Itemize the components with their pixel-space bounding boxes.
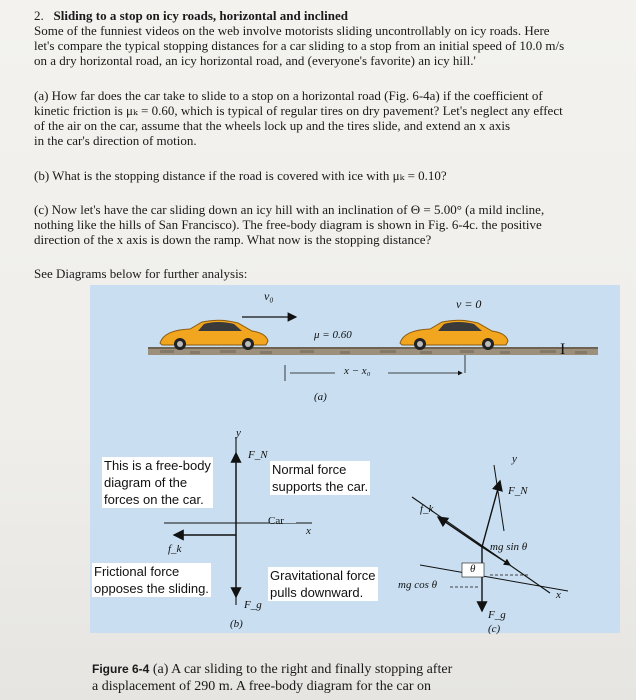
v-final-label: v = 0 (456, 297, 482, 311)
note-line: Gravitational force (270, 568, 376, 583)
problem-title: Sliding to a stop on icy roads, horizontal and inclined (53, 8, 348, 23)
note-line: Normal force (272, 462, 347, 477)
fn-label: F_N (248, 449, 268, 461)
part-a-line: kinetic friction is μₖ = 0.60, which is typical of regular tires on dry pavement? Let's neglect any effect (34, 103, 563, 118)
see-diagrams: See Diagrams below for further analysis: (34, 266, 248, 281)
displacement-label: x − x₀ (344, 365, 371, 377)
mu-label: μ = 0.60 (314, 329, 352, 341)
note-line: supports the car. (272, 479, 369, 494)
free-body-note (102, 457, 213, 508)
incline-fk-label: f_k (420, 503, 434, 515)
note-line: forces on the car. (104, 492, 204, 507)
problem-heading (34, 8, 348, 24)
part-c-line: nothing like the hills of San Francisco). The free-body diagram is shown in Fig. 6-4c. the positive (34, 217, 542, 232)
theta-label: θ (470, 563, 476, 575)
text-cursor-icon: I (560, 341, 566, 358)
incline-friction-arrow (438, 517, 482, 547)
fig-b-label: (b) (230, 618, 243, 630)
fbd-x-label: x (306, 525, 311, 537)
fk-label: f_k (168, 543, 182, 555)
incline-y-label: y (512, 453, 517, 465)
note-line: opposes the sliding. (94, 581, 209, 596)
car-start-icon (160, 320, 268, 350)
fg-label: F_g (244, 599, 262, 611)
mg-sin-label: mg sin θ (490, 541, 528, 553)
figure-label: Figure 6-4 (92, 662, 150, 676)
incline-fg-label: F_g (488, 609, 506, 621)
note-line: This is a free-body (104, 458, 211, 473)
part-a-line: in the car's direction of motion. (34, 133, 197, 148)
incline-normal-arrow (482, 481, 500, 547)
part-c-line: (c) Now let's have the car sliding down an icy hill with an inclination of Θ = 5.00° (a mild incline, (34, 202, 545, 217)
car-end-icon (400, 320, 508, 350)
part-a-line: of the air on the car, assume that the wheels lock up and the tires slide, and extend an x axis (34, 118, 510, 133)
problem-number: 2. (34, 8, 44, 23)
car-label: Car (268, 515, 284, 527)
figure-caption-line1 (92, 661, 452, 678)
part-a-line: (a) How far does the car take to slide to a stop on a horizontal road (Fig. 6-4a) if the coefficient of (34, 88, 543, 103)
figure-panel (90, 285, 620, 633)
gravity-note (268, 567, 378, 601)
part-c-line: direction of the x axis is down the ramp. What now is the stopping distance? (34, 232, 432, 247)
friction-note (92, 563, 211, 597)
fig-c-label: (c) (488, 623, 501, 635)
intro-line: on a dry horizontal road, an icy horizontal road, and (everyone's favorite) an icy hill.' (34, 53, 476, 68)
incline-x-label: x (556, 589, 561, 601)
note-line: pulls downward. (270, 585, 364, 600)
fig-a-label: (a) (314, 391, 327, 403)
figure-caption-line2: a displacement of 290 m. A free-body diagram for the car on (92, 679, 431, 694)
note-line: diagram of the (104, 475, 188, 490)
intro-line: let's compare the typical stopping distances for a car sliding to a stop from an initial speed of 10.0 m/s (34, 38, 565, 53)
note-line: Frictional force (94, 564, 180, 579)
intro-line: Some of the funniest videos on the web involve motorists sliding uncontrollably on icy roads. Here (34, 23, 550, 38)
part-b-line: (b) What is the stopping distance if the road is covered with ice with μₖ = 0.10? (34, 168, 447, 183)
incline-ramp (420, 565, 568, 591)
mg-cos-label: mg cos θ (398, 579, 438, 591)
fbd-y-label: y (236, 427, 241, 439)
caption-text: (a) A car sliding to the right and finally stopping after (152, 662, 453, 677)
normal-force-note (270, 461, 370, 495)
v0-label: v₀ (264, 289, 274, 303)
incline-fn-label: F_N (508, 485, 528, 497)
